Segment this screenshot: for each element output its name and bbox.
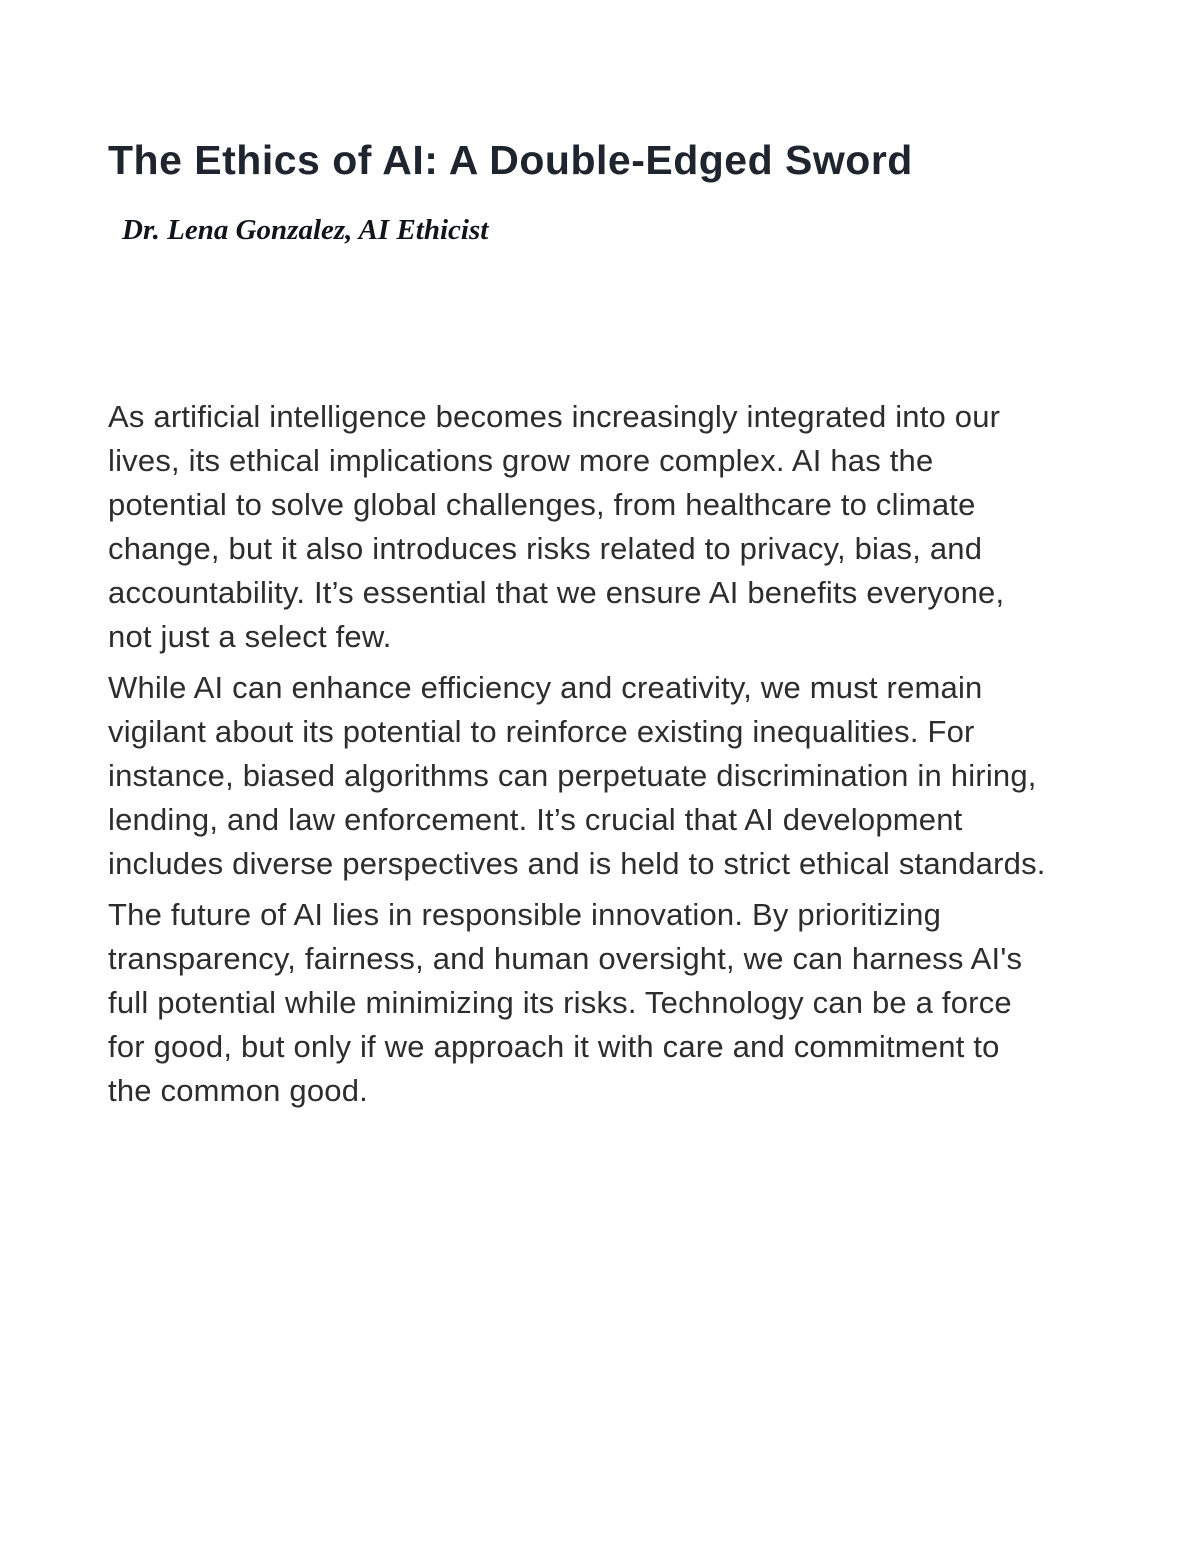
article-paragraph-2: While AI can enhance efficiency and creativity, we must remain vigilant about its potential to reinforce existing inequalities. For instance, biased algorithms can perpetuate discrimination in hiring, lending, and law enforcement. It’s crucial that AI development includes diverse perspectives and is held to strict ethical standards. — [108, 669, 1046, 881]
article-paragraph-1: As artificial intelligence becomes increasingly integrated into our lives, its ethical implications grow more complex. AI has the potential to solve global challenges, from healthcare to climate change, but it also introduces risks related to privacy, bias, and accountability. It’s essential that we ensure AI benefits everyone, not just a select few. — [108, 398, 1005, 654]
article-byline: Dr. Lena Gonzalez, AI Ethicist — [122, 214, 489, 247]
article-paragraph-3: The future of AI lies in responsible innovation. By prioritizing transparency, fairness, and human oversight, we can harness AI's full potential while minimizing its risks. Technology can be a force for good, but only if we approach it with care and commitment to the common good. — [108, 896, 1023, 1108]
article-title: The Ethics of AI: A Double-Edged Sword — [108, 137, 913, 183]
article-body — [100, 395, 1048, 1113]
